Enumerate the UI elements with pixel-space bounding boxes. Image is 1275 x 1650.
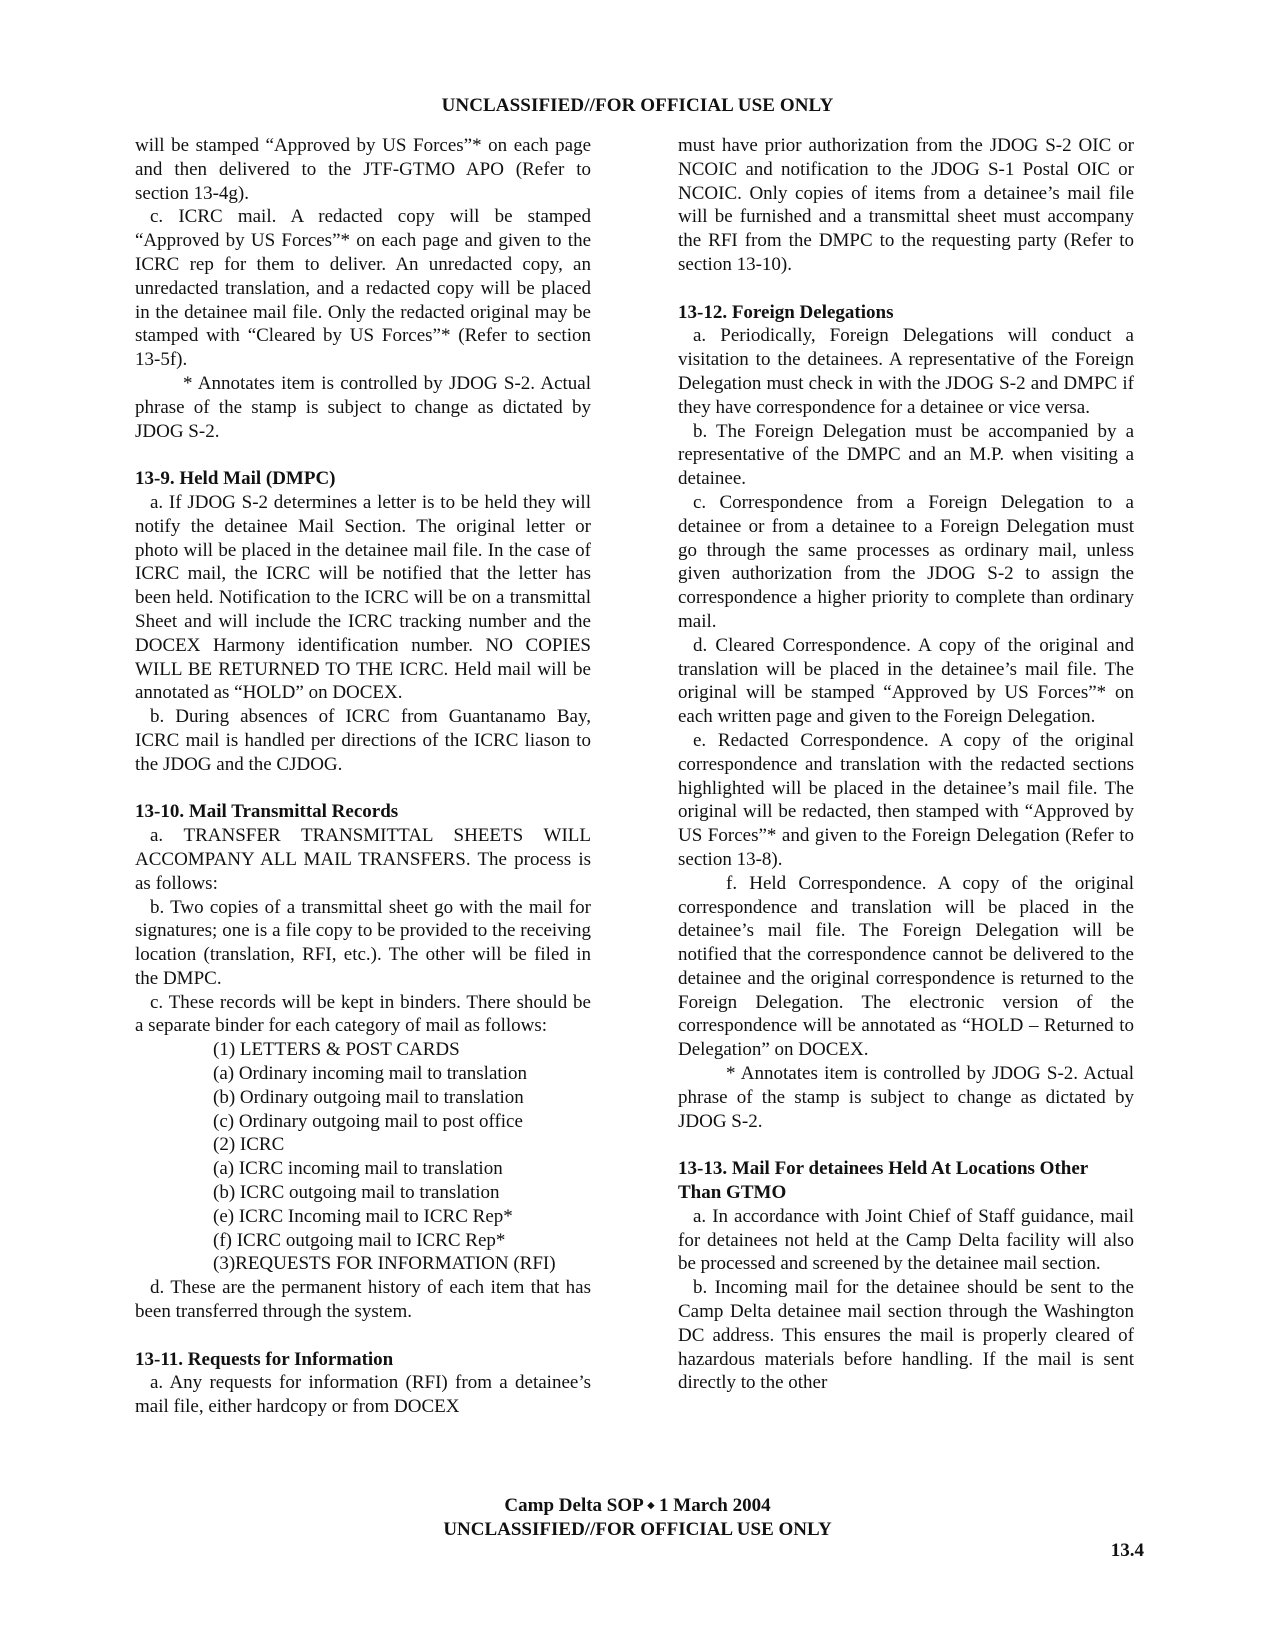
list-item: (3)REQUESTS FOR INFORMATION (RFI) [213,1253,556,1275]
section-13-10-para-a: a. TRANSFER TRANSMITTAL SHEETS WILL ACCOMPANY ALL MAIL TRANSFERS. The process is as follows: [135,825,591,894]
continued-paragraph: must have prior authorization from the JDOG S-2 OIC or NCOIC and notification to the JDOG S-1 Postal OIC or NCOIC. Only copies of items from a detainee’s mail file will be furnished and a transmittal sheet must accompany the RFI from the DMPC to the requesting party (Refer to section 13-10). [678,135,1134,275]
section-13-9-heading: 13-9. Held Mail (DMPC) [135,468,336,490]
list-item: (e) ICRC Incoming mail to ICRC Rep* [213,1205,513,1227]
binder-category-list [135,1038,591,1276]
section-13-11-para-a: a. Any requests for information (RFI) from a detainee’s mail file, either hardcopy or from DOCEX [135,1372,591,1418]
section-13-11-heading: 13-11. Requests for Information [135,1348,394,1370]
section-13-12-para-a: a. Periodically, Foreign Delegations will conduct a visitation to the detainees. A representative of the Foreign Delegation must check in with the JDOG S-2 and DMPC if they have correspondence for a detainee or vice versa. [678,325,1134,418]
section-13-10-para-d: d. These are the permanent history of each item that has been transferred through the system. [135,1277,591,1323]
stamp-footnote: * Annotates item is controlled by JDOG S-2. Actual phrase of the stamp is subject to change as dictated by JDOG S-2. [678,1063,1134,1132]
footer-document-title: Camp Delta SOP ⬩ 1 March 2004 [504,1495,771,1516]
section-13-10-para-c: c. These records will be kept in binders. There should be a separate binder for each category of mail as follows: [135,991,591,1037]
section-13-12-heading: 13-12. Foreign Delegations [678,301,894,323]
section-13-12-para-e: e. Redacted Correspondence. A copy of the original correspondence and translation with the redacted sections highlighted will be placed in the detainee’s mail file. The original will be redacted, then stamped with “Approved by US Forces”* and given to the Foreign Delegation (Refer to section 13-8). [678,729,1134,870]
page-footer [0,1494,1275,1542]
section-13-9-para-a: a. If JDOG S-2 determines a letter is to be held they will notify the detainee Mail Section. The original letter or photo will be placed in the detainee mail file. In the case of ICRC mail, the ICRC will be notified that the letter has been held. Notification to the ICRC will be on a transmittal Sheet and will include the ICRC tracking number and the DOCEX Harmony identification number. NO COPIES WILL BE RETURNED TO THE ICRC. Held mail will be annotated as “HOLD” on DOCEX. [135,491,591,704]
right-column [678,134,1134,1395]
section-13-13-para-a: a. In accordance with Joint Chief of Staff guidance, mail for detainees not held at the Camp Delta facility will also be processed and screened by the detainee mail section. [678,1205,1134,1275]
page-number: 13.4 [1110,1540,1144,1561]
section-13-9-para-b: b. During absences of ICRC from Guantanamo Bay, ICRC mail is handled per directions of the ICRC liason to the JDOG and the CJDOG. [135,706,591,775]
section-13-13-heading: 13-13. Mail For detainees Held At Locations Other Than GTMO [678,1158,1088,1204]
list-item: (b) ICRC outgoing mail to translation [213,1182,500,1204]
continued-paragraph: will be stamped “Approved by US Forces”* on each page and then delivered to the JTF-GTMO APO (Refer to section 13-4g). [135,135,591,204]
list-item: (a) ICRC incoming mail to translation [213,1158,503,1180]
section-13-10-heading: 13-10. Mail Transmittal Records [135,801,399,823]
stamp-footnote: * Annotates item is controlled by JDOG S-2. Actual phrase of the stamp is subject to change as dictated by JDOG S-2. [135,372,591,442]
icrc-mail-paragraph: c. ICRC mail. A redacted copy will be stamped “Approved by US Forces”* on each page and given to the ICRC rep for them to deliver. An unredacted copy, an unredacted translation, and a redacted copy will be placed in the detainee mail file. Only the redacted original may be stamped with “Cleared by US Forces”* (Refer to section 13-5f). [135,206,591,371]
section-13-10-para-b: b. Two copies of a transmittal sheet go with the mail for signatures; one is a file copy to be provided to the receiving location (translation, RFI, etc.). The other will be filed in the DMPC. [135,896,591,989]
footer-classification: UNCLASSIFIED//FOR OFFICIAL USE ONLY [443,1519,832,1540]
section-13-12-para-c: c. Correspondence from a Foreign Delegation to a detainee or from a detainee to a Foreign Delegation must go through the same processes as ordinary mail, unless given authorization from the JDOG S-2 to assign the correspondence a higher priority to complete than ordinary mail. [678,491,1134,632]
list-item: (1) LETTERS & POST CARDS [213,1039,460,1061]
section-13-12-para-f: f. Held Correspondence. A copy of the original correspondence and translation will be placed in the detainee’s mail file. The Foreign Delegation will be notified that the correspondence cannot be delivered to the detainee and the original correspondence is returned to the Foreign Delegation. The electronic version of the correspondence will be annotated as “HOLD – Returned to Delegation” on DOCEX. [678,872,1134,1061]
section-13-13-para-b: b. Incoming mail for the detainee should be sent to the Camp Delta detainee mail section through the Washington DC address. This ensures the mail is properly cleared of hazardous materials before handling. If the mail is sent directly to the other [678,1277,1134,1394]
list-item: (a) Ordinary incoming mail to translation [213,1063,527,1085]
classification-header: UNCLASSIFIED//FOR OFFICIAL USE ONLY [441,95,834,116]
list-item: (2) ICRC [213,1134,285,1156]
section-13-12-para-d: d. Cleared Correspondence. A copy of the original and translation will be placed in the detainee’s mail file. The original will be stamped “Approved by US Forces”* on each written page and given to the Foreign Delegation. [678,634,1134,728]
list-item: (f) ICRC outgoing mail to ICRC Rep* [213,1229,506,1251]
list-item: (b) Ordinary outgoing mail to translation [213,1086,524,1108]
list-item: (c) Ordinary outgoing mail to post office [213,1110,523,1132]
left-column [135,134,591,1419]
section-13-12-para-b: b. The Foreign Delegation must be accompanied by a representative of the DMPC and an M.P. when visiting a detainee. [678,420,1134,490]
